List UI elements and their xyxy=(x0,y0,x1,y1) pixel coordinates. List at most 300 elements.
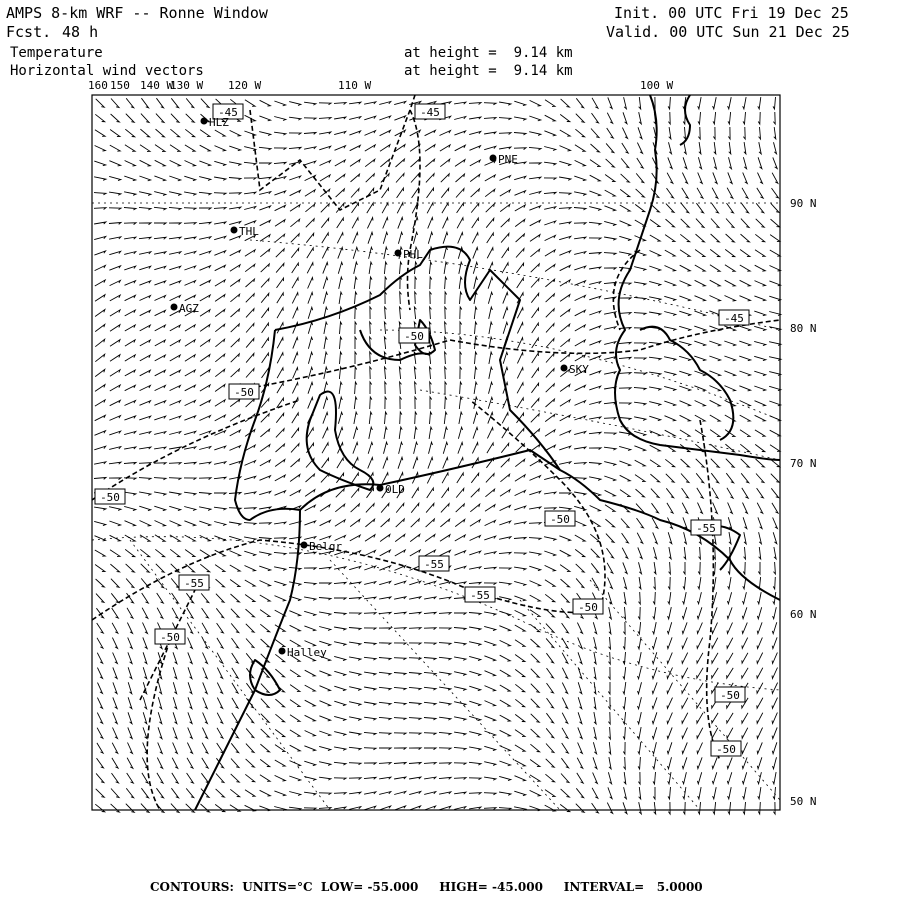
wind-vector xyxy=(277,353,283,364)
wind-vector xyxy=(454,778,466,780)
wind-vector xyxy=(96,579,105,587)
wind-vector xyxy=(440,519,449,527)
wind-vector xyxy=(740,296,751,301)
wind-vector xyxy=(773,518,778,529)
wind-vector xyxy=(172,758,178,769)
wind-vector xyxy=(757,622,762,633)
wind-vector xyxy=(304,792,316,795)
wind-vector xyxy=(260,595,270,601)
wind-vector xyxy=(95,295,105,302)
wind-vector xyxy=(319,118,331,120)
wind-vector xyxy=(578,637,583,648)
wind-vector xyxy=(290,475,300,482)
wind-vector xyxy=(607,803,612,814)
wind-vector xyxy=(245,595,255,602)
lon-label: 130 W xyxy=(170,79,204,92)
wind-vector xyxy=(338,427,343,438)
wind-vector xyxy=(409,777,421,779)
wind-vector xyxy=(503,307,508,318)
wind-vector xyxy=(439,672,451,675)
wind-vector xyxy=(322,443,328,453)
wind-vector xyxy=(184,208,196,210)
wind-vector xyxy=(561,594,569,603)
wind-vector xyxy=(604,206,615,211)
wind-vector xyxy=(214,222,226,224)
wind-vector xyxy=(712,203,719,213)
wind-vector xyxy=(355,337,357,349)
wind-vector xyxy=(623,727,625,739)
wind-vector xyxy=(203,653,208,664)
wind-vector xyxy=(349,117,361,120)
wind-vector xyxy=(185,400,196,405)
wind-vector xyxy=(304,582,316,585)
wind-vector xyxy=(349,732,361,735)
wind-vector xyxy=(574,416,585,420)
wind-vector xyxy=(139,223,151,225)
wind-vector xyxy=(261,714,269,723)
wind-vector xyxy=(200,145,211,151)
wind-vector xyxy=(604,253,616,255)
wind-vector xyxy=(471,203,479,212)
wind-vector xyxy=(230,446,241,451)
wind-vector xyxy=(667,622,671,633)
wind-vector xyxy=(230,250,241,255)
wind-vector xyxy=(334,582,346,584)
wind-vector xyxy=(199,251,210,255)
wind-vector xyxy=(97,728,103,739)
wind-vector xyxy=(184,521,195,526)
wind-vector xyxy=(351,189,359,198)
wind-vector xyxy=(529,566,540,571)
wind-vector xyxy=(755,250,765,257)
wind-vector xyxy=(334,778,346,780)
wind-vector xyxy=(502,248,509,258)
wind-vector xyxy=(474,277,478,289)
wind-vector xyxy=(430,412,433,424)
wind-vector xyxy=(399,367,401,379)
wind-vector xyxy=(154,492,166,495)
wind-vector xyxy=(319,583,331,585)
wind-vector xyxy=(546,624,554,633)
wind-vector xyxy=(215,265,226,270)
wind-vector xyxy=(400,307,402,319)
wind-vector xyxy=(757,638,762,649)
wind-vector xyxy=(95,354,104,361)
wind-vector xyxy=(113,712,118,723)
wind-vector xyxy=(484,793,496,795)
wind-vector xyxy=(304,521,315,525)
wind-vector xyxy=(202,758,208,768)
wind-vector xyxy=(113,653,118,664)
wind-vector xyxy=(714,142,716,154)
wind-vector xyxy=(140,145,150,152)
wind-vector xyxy=(94,462,106,464)
wind-vector xyxy=(230,565,240,571)
wind-vector xyxy=(608,697,610,709)
wind-vector xyxy=(353,427,357,439)
wind-vector xyxy=(304,597,316,600)
wind-vector xyxy=(385,367,387,379)
wind-vector xyxy=(456,174,465,182)
wind-vector xyxy=(458,442,463,453)
wind-vector xyxy=(199,177,211,181)
wind-vector xyxy=(244,476,255,479)
wind-vector xyxy=(499,761,510,766)
wind-vector xyxy=(426,174,434,183)
wind-vector xyxy=(489,352,492,364)
wind-vector xyxy=(619,313,631,315)
wind-vector xyxy=(259,116,270,121)
wind-vector xyxy=(155,296,166,301)
wind-vector xyxy=(95,415,106,420)
wind-vector xyxy=(351,488,359,497)
wind-vector xyxy=(394,792,406,795)
wind-vector xyxy=(275,775,286,781)
wind-vector xyxy=(531,383,538,393)
wind-vector xyxy=(370,367,372,379)
station-label: PNE xyxy=(498,153,518,166)
wind-vector xyxy=(365,159,375,166)
wind-vector xyxy=(727,592,731,604)
wind-vector xyxy=(95,114,104,121)
wind-vector xyxy=(124,192,136,196)
wind-vector xyxy=(666,219,675,227)
wind-vector xyxy=(606,143,614,152)
wind-vector xyxy=(484,132,496,134)
wind-vector xyxy=(577,773,583,783)
wind-vector xyxy=(140,160,151,166)
wind-vector xyxy=(608,592,612,603)
wind-vector xyxy=(140,385,151,390)
wind-vector xyxy=(109,251,120,254)
wind-vector xyxy=(774,547,776,559)
wind-vector xyxy=(484,641,495,646)
wind-vector xyxy=(759,127,761,139)
wind-vector xyxy=(698,562,700,574)
wind-vector xyxy=(742,757,747,768)
wind-vector xyxy=(727,757,732,768)
wind-vector xyxy=(650,235,660,241)
wind-vector xyxy=(319,808,331,810)
temperature-contours xyxy=(92,95,780,810)
wind-vector xyxy=(260,624,269,632)
wind-vector xyxy=(665,459,674,466)
wind-vector xyxy=(697,623,702,634)
wind-vector xyxy=(126,98,134,107)
lat-labels xyxy=(790,197,817,808)
wind-vector xyxy=(232,683,238,693)
wind-vector xyxy=(489,367,493,379)
wind-vector xyxy=(199,192,211,195)
wind-vector xyxy=(712,488,718,498)
wind-vector xyxy=(305,204,314,212)
wind-vector xyxy=(276,429,284,438)
wind-vector xyxy=(94,208,106,210)
wind-vector xyxy=(319,746,331,750)
wind-vector xyxy=(637,533,643,544)
wind-vector xyxy=(320,175,330,181)
wind-vector xyxy=(728,577,731,589)
wind-vector xyxy=(726,219,734,228)
wind-vector xyxy=(680,401,691,406)
wind-vector xyxy=(619,403,631,405)
wind-vector xyxy=(369,262,372,274)
wind-vector xyxy=(515,475,525,481)
wind-vector xyxy=(308,292,313,303)
wind-vector xyxy=(349,672,361,676)
wind-vector xyxy=(696,203,703,213)
wind-vector xyxy=(97,668,102,679)
wind-vector xyxy=(334,117,346,119)
wind-vector xyxy=(757,188,763,198)
wind-vector xyxy=(698,127,700,139)
wind-vector xyxy=(110,145,120,151)
wind-vector xyxy=(514,538,526,540)
wind-vector xyxy=(125,521,136,526)
wind-vector xyxy=(430,277,432,289)
wind-vector xyxy=(668,787,671,799)
wind-vector xyxy=(604,372,616,374)
wind-vector xyxy=(319,132,331,134)
wind-vector xyxy=(442,203,448,213)
wind-vector xyxy=(624,772,626,784)
wind-vector xyxy=(589,463,601,466)
wind-vector xyxy=(275,714,284,722)
wind-vector xyxy=(275,699,284,707)
wind-vector xyxy=(261,293,269,302)
wind-vector xyxy=(529,507,541,509)
wind-vector xyxy=(727,188,733,199)
wind-vector xyxy=(594,697,596,709)
wind-vector xyxy=(124,176,135,181)
wind-vector xyxy=(169,207,181,210)
wind-vector xyxy=(500,190,510,196)
wind-vector xyxy=(623,622,625,634)
wind-vector xyxy=(638,772,640,784)
wind-vector xyxy=(334,103,346,105)
wind-vector xyxy=(379,763,391,765)
wind-vector xyxy=(156,129,165,137)
wind-vector xyxy=(529,116,540,121)
wind-vector xyxy=(383,218,388,229)
wind-vector xyxy=(339,382,342,394)
wind-vector xyxy=(455,551,466,556)
wind-vector xyxy=(605,519,614,527)
wind-vector xyxy=(529,523,541,525)
wind-vector xyxy=(229,207,241,209)
wind-vector xyxy=(305,700,316,706)
wind-vector xyxy=(444,247,448,259)
wind-vector xyxy=(469,778,481,780)
wind-vector xyxy=(669,127,671,139)
wind-vector xyxy=(398,457,403,468)
wind-vector xyxy=(515,745,525,751)
wind-vector xyxy=(544,508,556,510)
wind-vector xyxy=(684,547,686,559)
wind-vector xyxy=(214,161,225,165)
wind-vector xyxy=(321,218,328,227)
wind-vector xyxy=(518,338,524,349)
wind-vector xyxy=(200,130,210,137)
wind-vector xyxy=(728,172,732,183)
wind-vector xyxy=(277,278,284,288)
wind-vector xyxy=(575,401,586,406)
wind-vector xyxy=(651,489,659,498)
wind-vector xyxy=(728,787,732,799)
wind-vector xyxy=(245,264,255,271)
wind-vector xyxy=(560,415,571,421)
wind-vector xyxy=(529,538,541,540)
wind-vector xyxy=(110,310,120,316)
wind-vector xyxy=(319,103,331,105)
wind-vector xyxy=(578,743,583,754)
wind-vector xyxy=(94,161,105,166)
wind-vector xyxy=(380,159,389,167)
wind-vector xyxy=(109,176,121,180)
wind-vector xyxy=(439,582,451,585)
wind-vector xyxy=(607,128,614,138)
wind-vector xyxy=(400,382,402,394)
wind-vector xyxy=(740,415,751,421)
wind-vector xyxy=(664,296,675,300)
wind-vector xyxy=(559,493,571,495)
wind-vector xyxy=(186,593,193,603)
wind-vector xyxy=(350,519,360,526)
wind-vector xyxy=(275,220,285,227)
wind-vector xyxy=(304,118,316,120)
wind-vector xyxy=(246,369,254,378)
wind-vector xyxy=(743,127,745,139)
wind-vector xyxy=(500,490,510,497)
wind-vector xyxy=(486,204,495,212)
wind-vector xyxy=(109,223,121,225)
wind-vector xyxy=(125,325,135,331)
wind-vector xyxy=(516,263,523,273)
wind-vector xyxy=(562,668,567,679)
station-dot xyxy=(377,485,384,492)
wind-vector xyxy=(516,234,525,242)
wind-vector xyxy=(500,700,510,706)
wind-vector xyxy=(322,248,328,259)
wind-vector xyxy=(306,233,313,242)
wind-vector xyxy=(381,519,390,527)
wind-vector xyxy=(244,492,256,494)
wind-vector xyxy=(485,686,496,691)
wind-vector xyxy=(770,445,780,452)
wind-vector xyxy=(127,608,133,618)
wind-vector xyxy=(638,757,640,769)
wind-vector xyxy=(559,251,570,256)
wind-vector xyxy=(604,433,616,435)
wind-vector xyxy=(364,702,376,705)
wind-vector xyxy=(230,580,240,587)
wind-vector xyxy=(319,762,331,766)
wind-vector xyxy=(472,233,478,244)
wind-vector xyxy=(485,175,495,181)
wind-vector xyxy=(530,595,541,601)
wind-vector xyxy=(684,142,686,154)
wind-vector xyxy=(395,534,405,541)
wind-vector xyxy=(499,147,511,149)
wind-vector xyxy=(758,173,763,184)
wind-vector xyxy=(126,114,134,123)
wind-vector xyxy=(169,266,180,270)
wind-vector xyxy=(532,308,539,318)
wind-vector xyxy=(173,727,177,738)
wind-vector xyxy=(709,341,720,346)
wind-vector xyxy=(604,418,616,420)
wind-vector xyxy=(379,566,390,571)
wind-vector xyxy=(589,386,600,390)
wind-vector xyxy=(593,622,596,633)
wind-vector xyxy=(574,431,586,434)
wind-vector xyxy=(469,642,481,646)
wind-vector xyxy=(98,683,103,694)
wind-vector xyxy=(274,567,286,571)
wind-vector xyxy=(214,477,226,479)
wind-vector xyxy=(515,191,526,196)
wind-vector xyxy=(682,503,688,514)
wind-vector xyxy=(96,99,105,107)
wind-vector xyxy=(694,356,705,361)
wind-vector xyxy=(305,670,316,676)
wind-vector xyxy=(560,146,571,151)
wind-vector xyxy=(414,427,417,439)
wind-vector xyxy=(336,189,345,197)
lon-label: 160 xyxy=(88,79,108,92)
wind-vector xyxy=(124,431,136,434)
wind-vector xyxy=(515,640,525,647)
wind-vector xyxy=(728,112,731,124)
contour-label: -50 xyxy=(100,491,120,504)
wind-vector xyxy=(650,431,661,436)
wind-vector xyxy=(440,145,450,151)
wind-vector xyxy=(680,234,689,241)
wind-vector xyxy=(324,322,327,334)
wind-vector xyxy=(200,370,210,377)
wind-vector xyxy=(157,593,164,603)
wind-vector xyxy=(185,340,195,346)
wind-vector xyxy=(454,807,466,810)
wind-vector xyxy=(409,763,421,765)
wind-vector xyxy=(290,685,300,692)
wind-vector xyxy=(652,503,659,513)
wind-vector xyxy=(173,697,177,708)
wind-vector xyxy=(474,307,477,319)
wind-vector xyxy=(277,293,284,303)
wind-vector xyxy=(594,727,597,739)
wind-vector xyxy=(292,413,299,423)
wind-vector xyxy=(725,280,736,286)
wind-vector xyxy=(499,776,511,780)
wind-vector xyxy=(142,608,148,619)
station-label: Belgr xyxy=(309,540,343,553)
wind-vector xyxy=(199,431,210,435)
wind-vector xyxy=(591,129,599,138)
wind-vector xyxy=(97,743,103,753)
wind-vector xyxy=(755,444,765,451)
wind-vector xyxy=(173,682,176,693)
wind-vector xyxy=(454,613,466,615)
wind-vector xyxy=(653,772,656,784)
wind-vector xyxy=(499,521,510,525)
wind-vector xyxy=(755,430,765,436)
lon-label: 150 xyxy=(110,79,130,92)
wind-vector xyxy=(634,402,646,405)
wind-vector xyxy=(409,658,421,660)
wind-vector xyxy=(770,235,780,242)
wind-vector xyxy=(652,712,657,723)
